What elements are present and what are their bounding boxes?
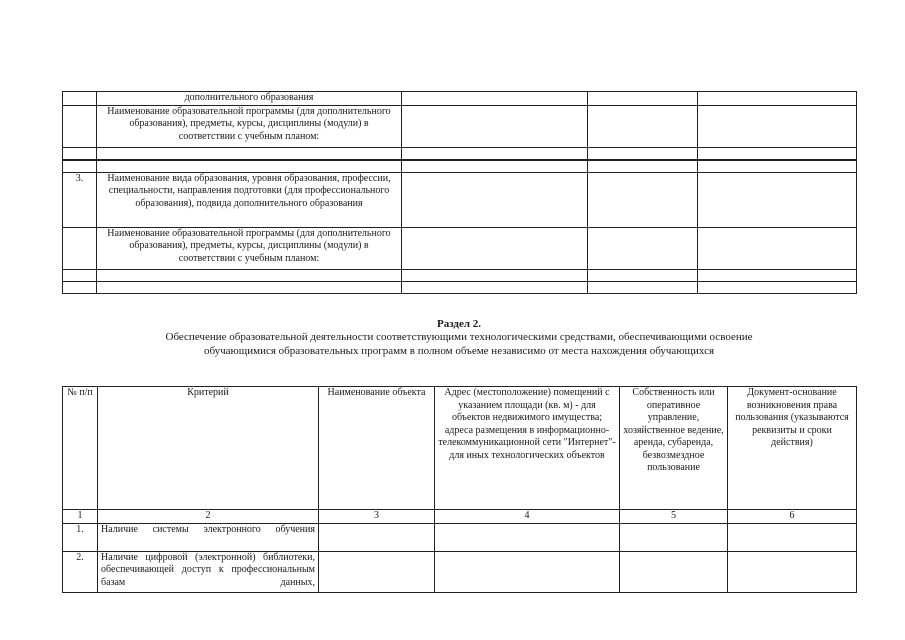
section-title: Раздел 2. — [436, 318, 482, 330]
program-name-label: Наименование образовательной программы (для дополнительного образования), предметы, курсы, дисциплины (модули) в соответствии с учебным планом: — [97, 105, 402, 147]
row-number: 1. — [63, 523, 98, 551]
cell-empty — [698, 105, 857, 147]
cell-empty — [698, 92, 857, 106]
header-number: № п/п — [63, 387, 98, 510]
criterion-cell: Наличие системы электронного обучения — [98, 523, 319, 551]
cell-empty — [588, 227, 698, 269]
column-number: 2 — [98, 510, 319, 524]
cell-empty — [402, 92, 588, 106]
row-number: 2. — [63, 551, 98, 592]
header-document: Документ-основание возникновения права пользования (указываются реквизиты и сроки действия) — [728, 387, 857, 510]
cell-empty — [698, 172, 857, 227]
cell-empty — [435, 551, 620, 592]
cell-empty — [435, 523, 620, 551]
column-number: 5 — [620, 510, 728, 524]
cell-empty — [728, 551, 857, 592]
cell-empty — [402, 172, 588, 227]
technology-resources-table — [62, 386, 857, 593]
cell-empty — [588, 172, 698, 227]
cell-empty — [620, 551, 728, 592]
column-number: 1 — [63, 510, 98, 524]
row-number: 3. — [63, 172, 97, 227]
cell-empty — [588, 92, 698, 106]
program-name-label: Наименование образовательной программы (для дополнительного образования), предметы, курсы, дисциплины (модули) в соответствии с учебным планом: — [97, 227, 402, 269]
cell-empty — [63, 227, 97, 269]
cell-empty — [319, 523, 435, 551]
cell-empty — [620, 523, 728, 551]
education-type-label: Наименование вида образования, уровня образования, профессии, специальности, направления подготовки (для профессионального образования), подвида дополнительного образования — [97, 172, 402, 227]
criterion-cell: Наличие цифровой (электронной) библиотеки, обеспечивающей доступ к профессиональным базам данных, — [98, 551, 319, 592]
licensing-table-continued — [62, 91, 857, 294]
header-criterion: Критерий — [98, 387, 319, 510]
header-ownership: Собственность или оперативное управление, хозяйственное ведение, аренда, субаренда, безвозмездное пользование — [620, 387, 728, 510]
header-address: Адрес (местоположение) помещений с указанием площади (кв. м) - для объектов недвижимого имущества; адреса размещения в информационно-телекоммуникационной сети "Интернет"- для иных технологических объектов — [435, 387, 620, 510]
cell-empty — [588, 105, 698, 147]
row-continuation-text: дополнительного образования — [97, 92, 402, 106]
cell-empty — [63, 105, 97, 147]
cell-empty — [728, 523, 857, 551]
column-number: 3 — [319, 510, 435, 524]
cell-empty — [402, 227, 588, 269]
section-subtitle: Обеспечение образовательной деятельности соответствующими технологическими средствами, обеспечивающими освоение обучающимися образовательных программ в полном объеме независимо от места нахождения обучающихся — [165, 331, 753, 357]
column-number: 6 — [728, 510, 857, 524]
header-object-name: Наименование объекта — [319, 387, 435, 510]
cell-empty — [698, 227, 857, 269]
cell-empty — [63, 92, 97, 106]
cell-empty — [319, 551, 435, 592]
column-number: 4 — [435, 510, 620, 524]
cell-empty — [402, 105, 588, 147]
